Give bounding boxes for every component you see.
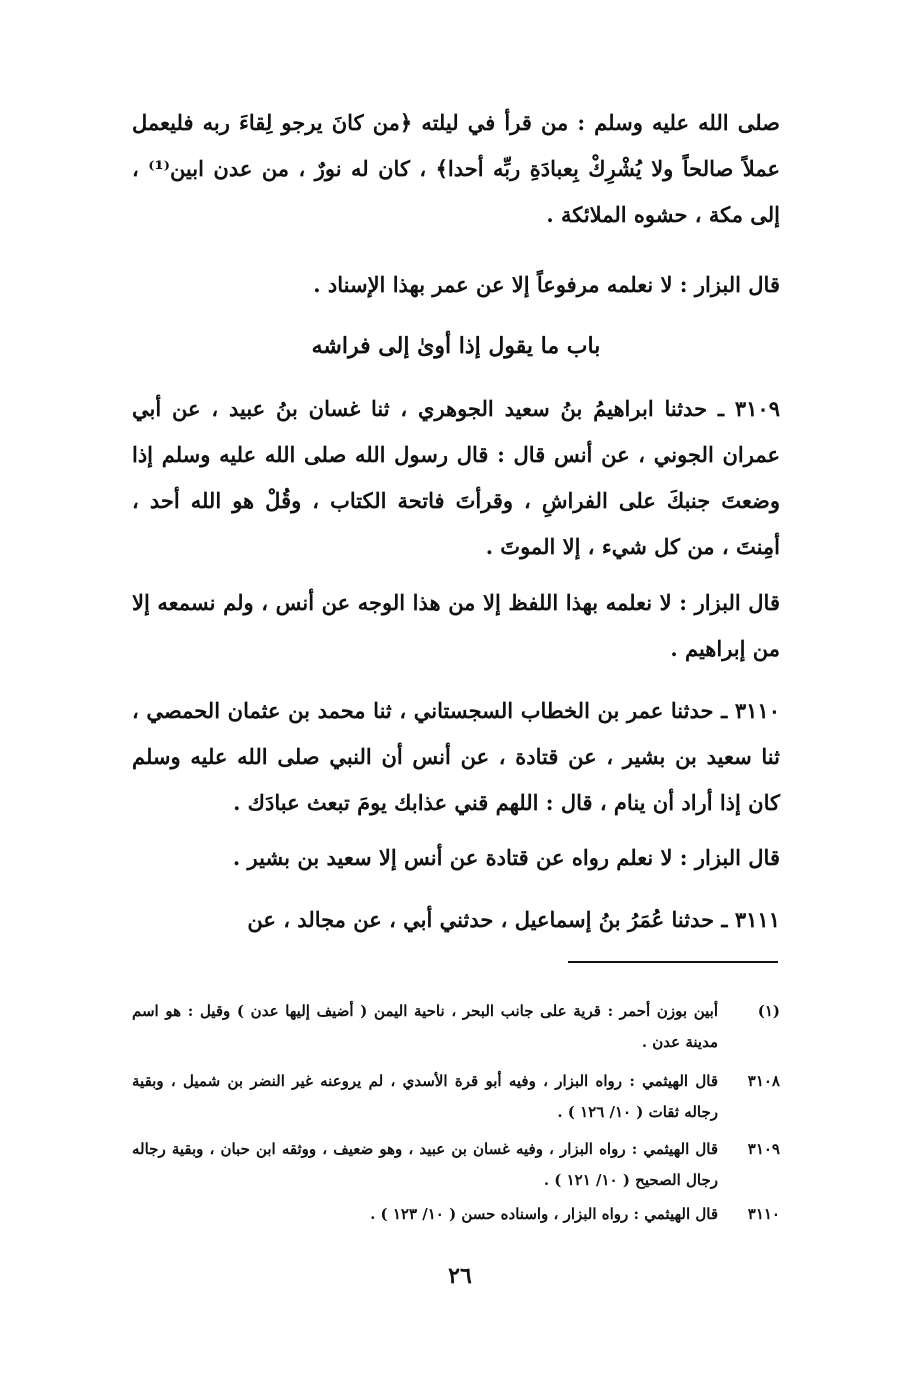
continuation-paragraph: صلى الله عليه وسلم : من قرأ في ليلته ﴿من كانَ يرجو لِقاءَ ربه فليعمل عملاً صالحاً ولا يُشْرِكْ بِعبادَةِ ربِّه أحدا﴾ ، كان له نورٌ ، من عدن ابين⁽¹⁾ ، إلى مكة ، حشوه الملائكة .	[132, 110, 780, 227]
footnote-text: أبين بوزن أحمر : قرية على جانب البحر ، ناحية اليمن ( أضيف إليها عدن ) وقيل : هو اسم مدينة عدن .	[132, 1002, 718, 1051]
footnote-number: ٣١٠٩	[747, 1140, 780, 1158]
hadith-3111: ٣١١١ ـ حدثنا عُمَرُ بنُ إسماعيل ، حدثني أبي ، عن مجالد ، عن	[247, 907, 780, 932]
footnote-text: قال الهيثمي : رواه البزار ، وفيه غسان بن عبيد ، وهو ضعيف ، ووثقه ابن حبان ، وبقية رجاله رجال الصحيح ( ١٠/ ١٢١ ) .	[132, 1140, 718, 1189]
page-number: ٢٦	[448, 1263, 472, 1289]
bazzar-comment-3: قال البزار : لا نعلم رواه عن قتادة عن أنس إلا سعيد بن بشير .	[232, 845, 780, 870]
footnote-1	[132, 996, 780, 1058]
hadith-3110: ٣١١٠ ـ حدثنا عمر بن الخطاب السجستاني ، ثنا محمد بن عثمان الحمصي ، ثنا سعيد بن بشير ، عن قتادة ، عن أنس أن النبي صلى الله عليه وسلم كان إذا أراد أن ينام ، قال : اللهم قني عذابك يومَ تبعث عبادَك .	[132, 698, 780, 815]
chapter-heading: باب ما يقول إذا أوىٰ إلى فراشه	[311, 333, 601, 359]
footnote-3108	[132, 1066, 780, 1128]
footnote-separator	[568, 961, 778, 963]
footnote-text: قال الهيثمي : رواه البزار ، واسناده حسن ( ١٠/ ١٢٣ ) .	[370, 1205, 718, 1223]
bazzar-comment-2: قال البزار : لا نعلمه بهذا اللفظ إلا من هذا الوجه عن أنس ، ولم نسمعه إلا من إبراهيم .	[132, 590, 780, 661]
footnote-number: (١)	[757, 1002, 780, 1020]
footnote-text: قال الهيثمي : رواه البزار ، وفيه أبو قرة الأسدي ، لم يروعنه غير النضر بن شميل ، وبقية رجاله ثقات ( ١٠/ ١٢٦ ) .	[132, 1072, 718, 1121]
hadith-3109: ٣١٠٩ ـ حدثنا ابراهيمُ بنُ سعيد الجوهري ، ثنا غسان بنُ عبيد ، عن أبي عمران الجوني ، عن أنس قال : قال رسول الله صلى الله عليه وسلم إذا وضعتَ جنبكَ على الفراشِ ، وقرأتَ فاتحة الكتاب ، وقُلْ هو الله أحد ، أمِنتَ ، من كل شيء ، إلا الموتَ .	[132, 396, 780, 559]
footnote-3110	[132, 1199, 780, 1230]
footnote-number: ٣١١٠	[747, 1205, 780, 1223]
bazzar-comment-1: قال البزار : لا نعلمه مرفوعاً إلا عن عمر بهذا الإسناد .	[313, 272, 780, 297]
footnote-number: ٣١٠٨	[747, 1072, 780, 1090]
footnote-3109	[132, 1134, 780, 1196]
